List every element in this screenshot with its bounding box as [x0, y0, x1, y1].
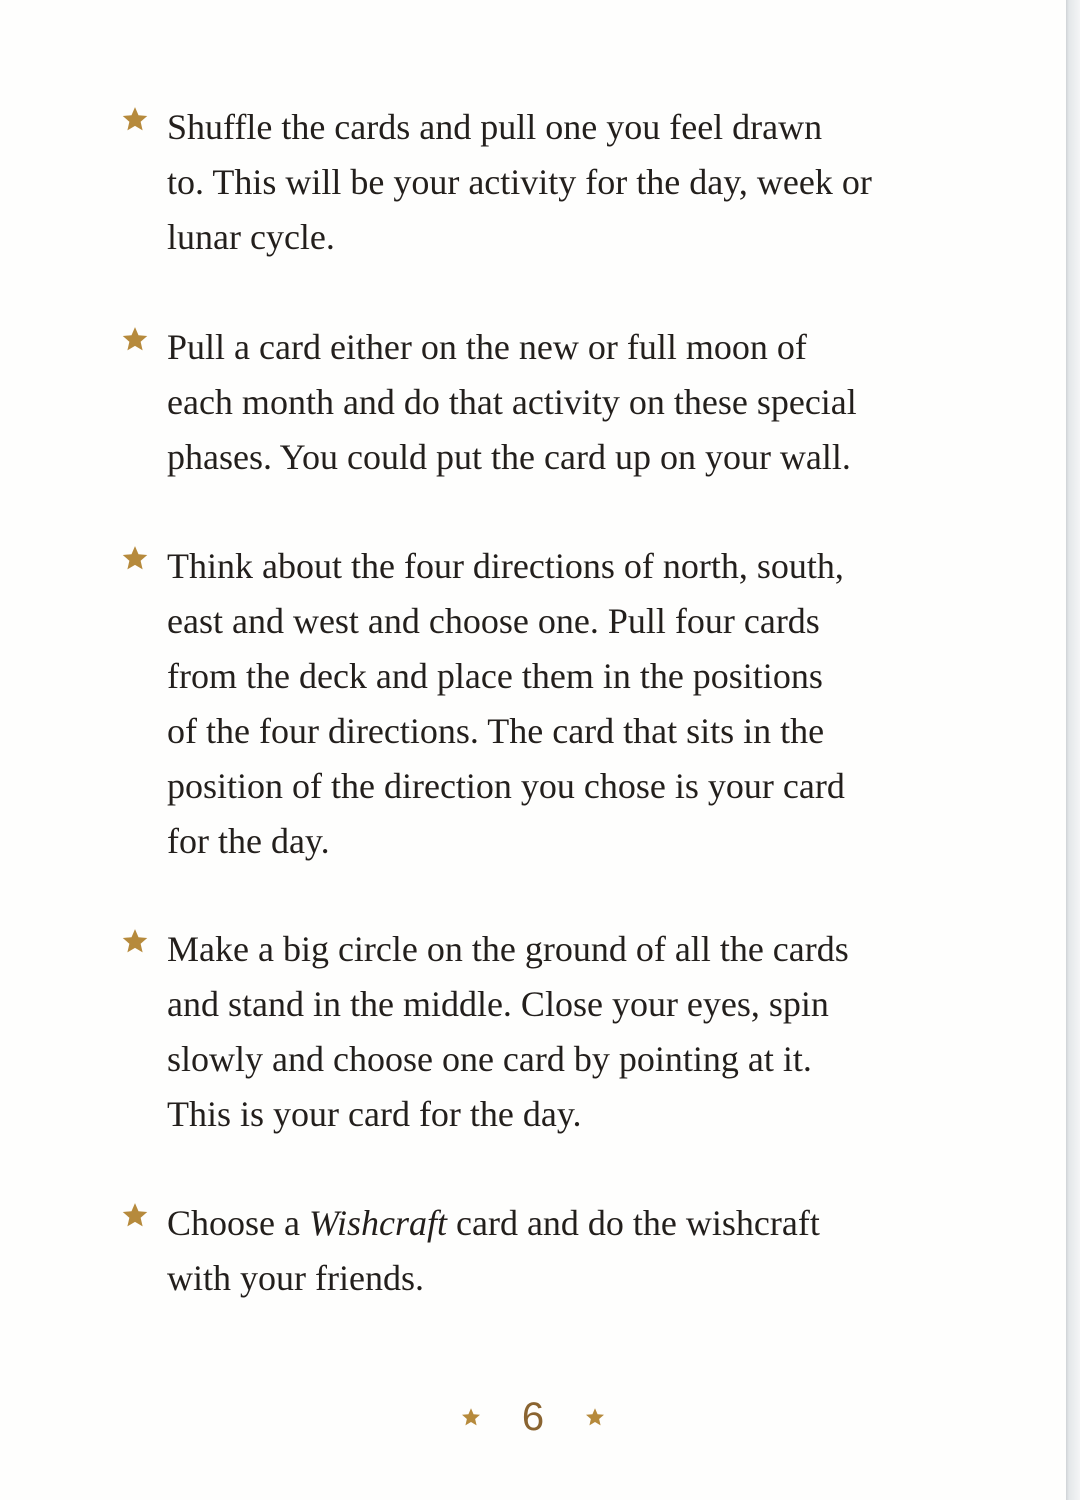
star-icon	[120, 926, 150, 956]
text-line: position of the direction you chose is your card	[167, 766, 845, 806]
text-line: slowly and choose one card by pointing at it.	[167, 1039, 812, 1079]
text-line: to. This will be your activity for the day, week or	[167, 162, 872, 202]
bullet-text	[167, 1196, 957, 1306]
bullet-text	[167, 320, 957, 485]
text-line: of the four directions. The card that sits in the	[167, 711, 825, 751]
text-line: This is your card for the day.	[167, 1094, 582, 1134]
star-icon	[120, 324, 150, 354]
star-icon	[460, 1406, 482, 1428]
star-icon	[120, 104, 150, 134]
text-line: for the day.	[167, 821, 330, 861]
text-line: each month and do that activity on these special	[167, 382, 857, 422]
text-line: Think about the four directions of north, south,	[167, 546, 844, 586]
text-line	[167, 1196, 957, 1251]
text-line: Shuffle the cards and pull one you feel drawn	[167, 107, 823, 147]
text-line: Make a big circle on the ground of all the cards	[167, 929, 849, 969]
star-icon	[120, 543, 150, 573]
page-number-text: 6	[521, 1395, 545, 1439]
text-segment: Choose a	[167, 1203, 309, 1243]
text-line: phases. You could put the card up on your wall.	[167, 437, 851, 477]
text-line: and stand in the middle. Close your eyes, spin	[167, 984, 829, 1024]
text-line: Pull a card either on the new or full moon of	[167, 327, 807, 367]
text-line: lunar cycle.	[167, 217, 335, 257]
text-segment: card and do the wishcraft	[447, 1203, 820, 1243]
star-icon	[120, 1200, 150, 1230]
page-number	[0, 1392, 1066, 1442]
text-line: with your friends.	[167, 1258, 424, 1298]
bullet-text	[167, 539, 957, 869]
page-edge	[1066, 0, 1080, 1500]
bullet-text	[167, 922, 957, 1142]
bullet-text	[167, 100, 957, 265]
text-line: from the deck and place them in the positions	[167, 656, 823, 696]
text-line: east and west and choose one. Pull four cards	[167, 601, 820, 641]
star-icon	[584, 1406, 606, 1428]
book-title-italic: Wishcraft	[308, 1203, 447, 1243]
